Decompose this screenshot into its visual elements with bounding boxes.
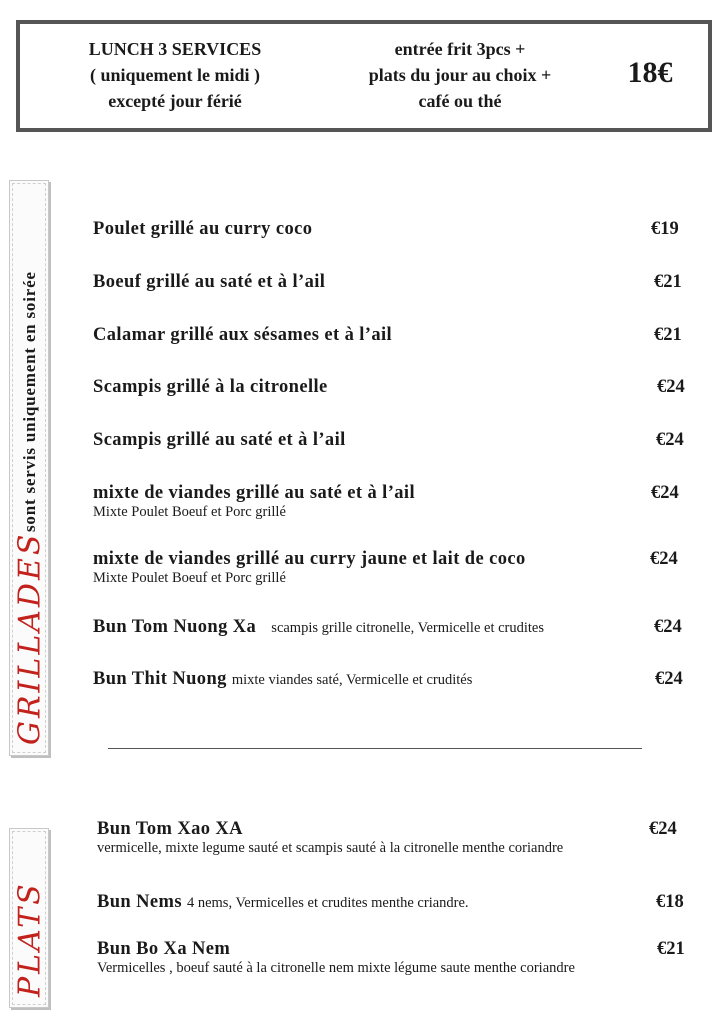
item-name-row bbox=[97, 892, 469, 913]
item-name: Boeuf grillé au saté et à l’ail bbox=[93, 272, 326, 292]
menu-item bbox=[97, 939, 575, 977]
item-price: €19 bbox=[651, 219, 679, 239]
menu-item bbox=[93, 377, 328, 398]
item-name: Bun Thit Nuong bbox=[93, 669, 227, 689]
item-price: €21 bbox=[654, 272, 682, 292]
lunch-description bbox=[50, 36, 300, 114]
item-name: Bun Bo Xa Nem bbox=[97, 939, 231, 959]
item-price: €24 bbox=[654, 617, 682, 637]
plats-side-band bbox=[9, 828, 49, 1008]
item-subtitle: Mixte Poulet Boeuf et Porc grillé bbox=[93, 570, 286, 586]
lunch-line: ( uniquement le midi ) bbox=[89, 65, 260, 85]
item-price: €24 bbox=[657, 377, 685, 397]
item-price: €21 bbox=[657, 939, 685, 959]
item-name-row bbox=[93, 617, 544, 638]
lunch-line: plats du jour au choix + bbox=[368, 65, 552, 85]
item-description: mixte viandes saté, Vermicelle et crudités bbox=[231, 672, 473, 688]
menu-item bbox=[93, 669, 472, 690]
item-description: scampis grille citronelle, Vermicelle et crudites bbox=[271, 620, 545, 636]
item-price: €18 bbox=[656, 892, 684, 912]
item-description: 4 nems, Vermicelles et crudites menthe criandre. bbox=[186, 895, 469, 911]
item-subtitle: Mixte Poulet Boeuf et Porc grillé bbox=[93, 504, 286, 520]
item-name: Scampis grillé à la citronelle bbox=[93, 377, 328, 397]
grillades-side-band bbox=[9, 180, 49, 756]
plats-label-wrap bbox=[13, 871, 48, 1007]
item-price: €21 bbox=[654, 325, 682, 345]
item-name: Calamar grillé aux sésames et à l’ail bbox=[93, 325, 393, 345]
item-subtitle: Vermicelles , boeuf sauté à la citronelle nem mixte légume saute menthe coriandre bbox=[97, 960, 575, 976]
item-name: Bun Tom Xao XA bbox=[97, 819, 243, 839]
grillades-vertical-label bbox=[10, 181, 50, 755]
item-price: €24 bbox=[650, 549, 678, 569]
grillades-label-wrap bbox=[13, 261, 48, 755]
item-price: €24 bbox=[655, 669, 683, 689]
item-price: €24 bbox=[651, 483, 679, 503]
item-name: Bun Tom Nuong Xa bbox=[93, 617, 257, 637]
menu-item bbox=[93, 325, 392, 346]
item-name: Bun Nems bbox=[97, 892, 182, 912]
item-name: mixte de viandes grillé au curry jaune et lait de coco bbox=[93, 549, 526, 569]
menu-item bbox=[93, 430, 346, 451]
grillades-evening-note: sont servis uniquement en soirée bbox=[20, 270, 39, 532]
item-subtitle: vermicelle, mixte legume sauté et scampis sauté à la citronelle menthe coriandre bbox=[97, 840, 564, 856]
plats-category-title: PLATS bbox=[12, 881, 48, 997]
lunch-contents bbox=[340, 36, 580, 114]
lunch-line: LUNCH 3 SERVICES bbox=[88, 39, 262, 59]
menu-item bbox=[97, 892, 469, 913]
menu-item bbox=[93, 617, 544, 638]
item-name: Scampis grillé au saté et à l’ail bbox=[93, 430, 346, 450]
item-price: €24 bbox=[656, 430, 684, 450]
menu-item bbox=[93, 549, 526, 587]
item-name-row bbox=[93, 669, 472, 690]
menu-item bbox=[97, 819, 563, 857]
grillades-category-title: GRILLADES bbox=[12, 531, 48, 745]
item-price: €24 bbox=[649, 819, 677, 839]
menu-item bbox=[93, 272, 325, 293]
plats-vertical-label bbox=[10, 829, 50, 1007]
menu-item bbox=[93, 219, 312, 240]
menu-item bbox=[93, 483, 415, 521]
section-divider bbox=[108, 748, 642, 749]
item-name: Poulet grillé au curry coco bbox=[93, 219, 313, 239]
lunch-price: 18€ bbox=[627, 56, 673, 89]
lunch-line: café ou thé bbox=[418, 91, 502, 111]
lunch-line: excepté jour férié bbox=[108, 91, 242, 111]
lunch-line: entrée frit 3pcs + bbox=[394, 39, 526, 59]
item-name: mixte de viandes grillé au saté et à l’ail bbox=[93, 483, 416, 503]
lunch-banner bbox=[16, 20, 712, 132]
